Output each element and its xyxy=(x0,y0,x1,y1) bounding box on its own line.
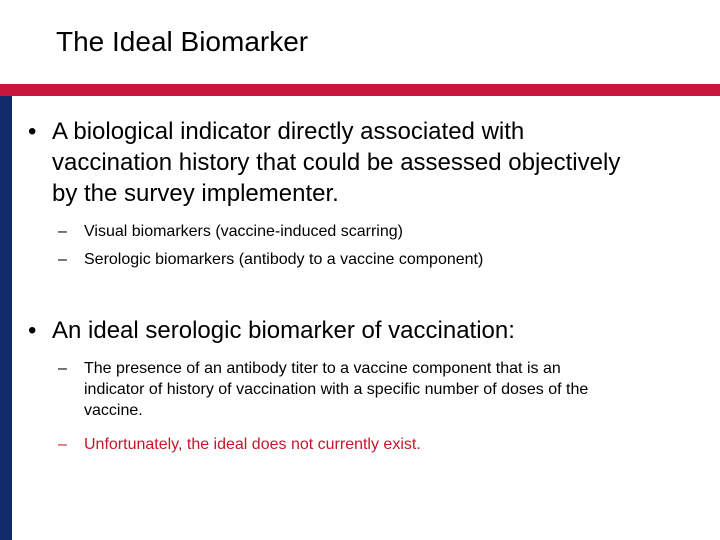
sub-item xyxy=(58,221,698,242)
sub-marker: – xyxy=(58,436,67,453)
sub-marker: – xyxy=(58,223,67,240)
sub-item xyxy=(58,249,698,270)
bullet-line: by the survey implementer. xyxy=(52,180,339,207)
sub-line: Visual biomarkers (vaccine-induced scarring) xyxy=(84,223,403,240)
bullet-line: vaccination history that could be assessed objectively xyxy=(52,149,621,176)
left-accent-bar xyxy=(0,96,12,540)
slide-title: The Ideal Biomarker xyxy=(56,26,309,57)
bullet-item xyxy=(28,315,708,346)
bullet-line: An ideal serologic biomarker of vaccination: xyxy=(52,317,515,344)
sub-item-highlighted xyxy=(58,434,698,455)
sub-item xyxy=(58,358,718,421)
sub-line: The presence of an antibody titer to a vaccine component that is an xyxy=(84,360,561,377)
bullet-line: A biological indicator directly associated with xyxy=(52,118,525,145)
sub-line: Serologic biomarkers (antibody to a vaccine component) xyxy=(84,251,484,268)
title-divider-bar xyxy=(0,84,720,96)
sub-line: indicator of history of vaccination with a specific number of doses of the xyxy=(84,381,589,398)
bullet-marker: • xyxy=(28,118,37,145)
sub-line: Unfortunately, the ideal does not currently exist. xyxy=(84,436,421,453)
sub-marker: – xyxy=(58,251,67,268)
sub-marker: – xyxy=(58,360,67,377)
bullet-marker: • xyxy=(28,317,37,344)
bullet-item xyxy=(28,116,708,209)
sub-line: vaccine. xyxy=(84,402,143,419)
